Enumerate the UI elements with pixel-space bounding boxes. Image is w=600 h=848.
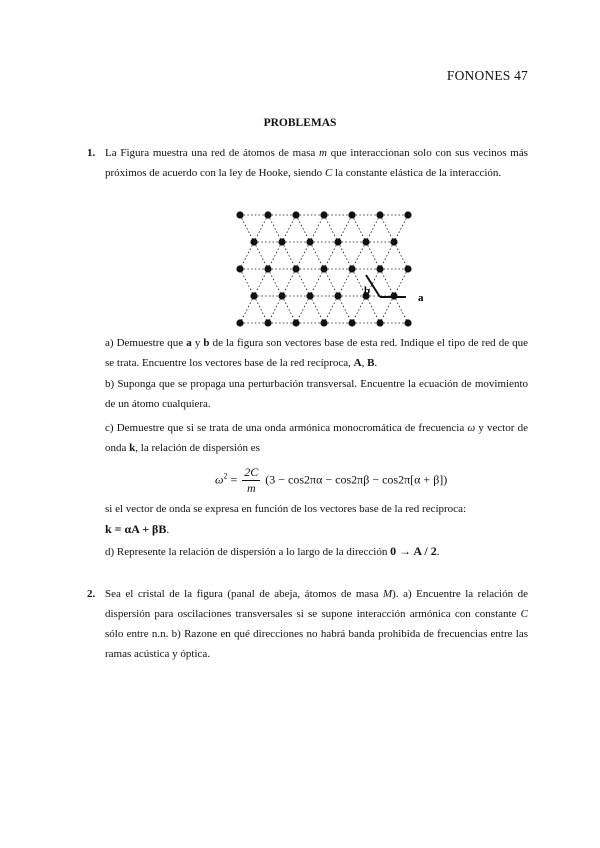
lattice-bond: [366, 242, 380, 269]
lattice-atom: [320, 265, 327, 272]
lattice-atom: [292, 319, 299, 326]
problem-1-number: 1.: [87, 147, 96, 159]
lattice-bond: [296, 215, 310, 242]
lattice-atom: [348, 319, 355, 326]
problem-2-text: Sea el cristal de la figura (panal de abeja, átomos de masa M). a) Encuentre la relación de dispersión para oscilaciones transversales si se supone interacción armónica con constante C sólo entre n.n. b) Razone en qué direcciones no habrá banda prohibida de frecuencias entre las ramas acústica y óptica.: [105, 588, 528, 660]
problem-2-number: 2.: [87, 588, 96, 600]
lattice-bond: [310, 242, 324, 269]
lattice-bond: [394, 296, 408, 323]
lattice-atom: [362, 238, 369, 245]
lattice-bond: [394, 242, 408, 269]
problem-1-part-c-continued: si el vector de onda se expresa en función de los vectores base de la red recíproca: k = αA + βB.: [105, 503, 467, 536]
lattice-atom: [376, 319, 383, 326]
lattice-bond: [240, 296, 254, 323]
lattice-bond: [268, 242, 282, 269]
lattice-atom: [404, 265, 411, 272]
lattice-atom: [292, 211, 299, 218]
dispersion-formula: $\omega^2$ = $\frac{2C}{m}$ (3 − cos2πα − cos2πβ − cos2π[α + β]): [215, 465, 448, 495]
lattice-bond: [296, 269, 310, 296]
lattice-bond: [380, 269, 394, 296]
lattice-bond: [352, 296, 366, 323]
lattice-bond: [282, 296, 296, 323]
vector-b-label: b: [364, 285, 371, 297]
lattice-bond: [268, 269, 282, 296]
lattice-bond: [338, 242, 352, 269]
lattice-bond: [380, 296, 394, 323]
lattice-bond: [240, 242, 254, 269]
lattice-bond: [366, 296, 380, 323]
lattice-atom: [348, 211, 355, 218]
lattice-atom: [264, 211, 271, 218]
problem-1-part-b: b) Suponga que se propaga una perturbación transversal. Encuentre la ecuación de movimiento de un átomo cualquiera.: [105, 378, 528, 410]
problem-1-part-a: a) Demuestre que a y b de la figura son vectores base de esta red. Indique el tipo de red de que se trata. Encuentre los vectores base de la red recíproca, A, B.: [105, 337, 529, 369]
lattice-bond: [254, 215, 268, 242]
lattice-bond: [240, 269, 254, 296]
lattice-bond: [324, 215, 338, 242]
lattice-bond: [296, 242, 310, 269]
lattice-bond: [310, 296, 324, 323]
lattice-bond: [324, 296, 338, 323]
lattice-bond: [254, 296, 268, 323]
lattice-bond: [254, 269, 268, 296]
lattice-atom: [278, 292, 285, 299]
lattice-bond: [240, 215, 254, 242]
lattice-bond: [282, 242, 296, 269]
lattice-bond: [282, 269, 296, 296]
problem-1-intro: [88, 143, 528, 183]
lattice-atom: [334, 238, 341, 245]
lattice-bond: [324, 242, 338, 269]
page-header: FONONES 47: [446, 68, 528, 83]
lattice-bond: [338, 296, 352, 323]
lattice-bond: [338, 215, 352, 242]
problem-1-part-c: c) Demuestre que si se trata de una onda armónica monocromática de frecuencia ω y vector de onda k, la relación de dispersión es: [105, 422, 529, 454]
lattice-atom: [404, 319, 411, 326]
lattice-atom: [264, 265, 271, 272]
lattice-bond: [352, 242, 366, 269]
lattice-atom: [306, 292, 313, 299]
lattice-bond: [352, 215, 366, 242]
problem-1-intro-text: La Figura muestra una red de átomos de masa m que interaccionan solo con sus vecinos más próximos de acuerdo con la ley de Hooke, siendo C la constante elástica de la interacción.: [105, 147, 529, 179]
lattice-bond: [254, 242, 268, 269]
lattice-atom: [278, 238, 285, 245]
lattice-atom: [250, 292, 257, 299]
lattice-bond: [268, 296, 282, 323]
lattice-atom: [236, 211, 243, 218]
lattice-bond: [268, 215, 282, 242]
section-heading: PROBLEMAS: [263, 117, 337, 129]
lattice-bond: [310, 215, 324, 242]
lattice-atom: [348, 265, 355, 272]
problem-1-part-d: d) Represente la relación de dispersión a lo largo de la dirección 0 → A / 2.: [105, 544, 440, 558]
lattice-atom: [376, 265, 383, 272]
lattice-atom: [376, 211, 383, 218]
lattice-bond: [338, 269, 352, 296]
lattice-bond: [366, 215, 380, 242]
lattice-atom: [306, 238, 313, 245]
lattice-bond: [380, 242, 394, 269]
lattice-atom: [334, 292, 341, 299]
triangular-lattice-figure: [220, 205, 430, 333]
lattice-bond: [296, 296, 310, 323]
lattice-bond: [282, 215, 296, 242]
lattice-atom: [236, 319, 243, 326]
lattice-atom: [264, 319, 271, 326]
lattice-atom: [390, 238, 397, 245]
problem-2: [88, 584, 528, 664]
lattice-atom: [236, 265, 243, 272]
lattice-atom: [320, 211, 327, 218]
lattice-bond: [324, 269, 338, 296]
lattice-atom: [320, 319, 327, 326]
lattice-bond: [380, 215, 394, 242]
lattice-bond: [394, 215, 408, 242]
lattice-bond: [394, 269, 408, 296]
lattice-bond: [310, 269, 324, 296]
vector-a-label: a: [418, 292, 424, 304]
lattice-atom: [250, 238, 257, 245]
lattice-atom: [404, 211, 411, 218]
lattice-atom: [292, 265, 299, 272]
